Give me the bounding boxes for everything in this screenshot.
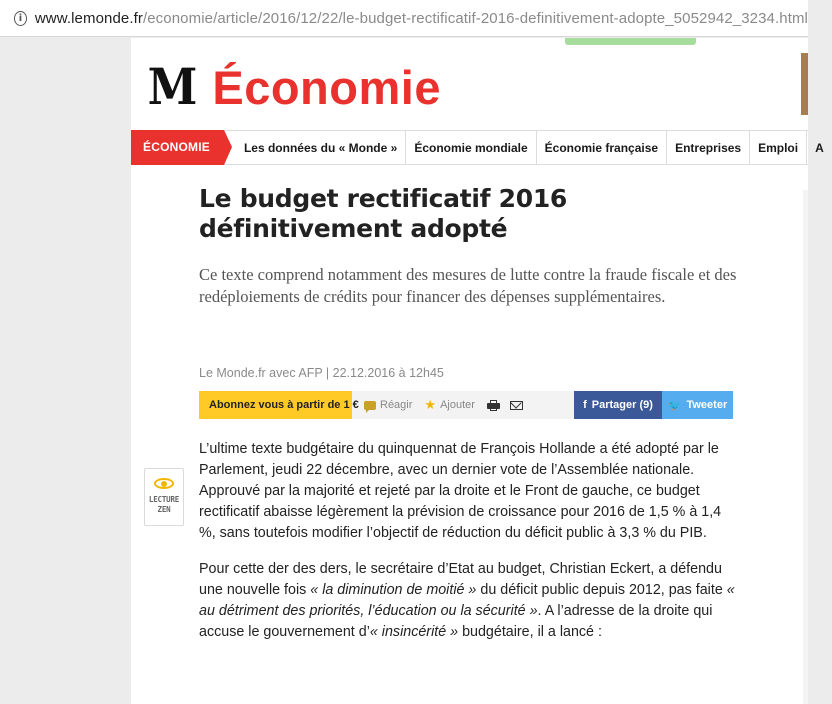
- site-logo[interactable]: [145, 57, 441, 116]
- url-text[interactable]: [35, 10, 808, 27]
- url-domain: www.lemonde.fr: [34, 9, 143, 27]
- page-content: [131, 38, 824, 704]
- print-icon[interactable]: [487, 400, 500, 411]
- url-path: /economie/article/2016/12/22/le-budget-rectificatif-2016-definitivement-adopte_5052942_3234.html: [142, 9, 808, 27]
- nav-item-entreprises[interactable]: Entreprises: [666, 131, 749, 164]
- reading-zen-button[interactable]: [144, 468, 184, 526]
- article-byline: Le Monde.fr avec AFP | 22.12.2016 à 12h45: [199, 366, 444, 380]
- facebook-icon: f: [583, 399, 587, 411]
- nav-item-donnees[interactable]: Les données du « Monde »: [243, 140, 398, 155]
- add-button[interactable]: [424, 397, 475, 413]
- twitter-bird-icon: 🐦: [667, 399, 682, 412]
- browser-address-bar[interactable]: [0, 0, 808, 37]
- nav-item-economie-mondiale[interactable]: Économie mondiale: [405, 131, 535, 164]
- nav-item-economie-francaise[interactable]: Économie française: [536, 131, 666, 164]
- nav-item-emploi[interactable]: Emploi: [749, 131, 806, 164]
- facebook-share-label: Partager (9): [591, 399, 653, 411]
- react-button[interactable]: [364, 399, 412, 411]
- article-paragraph-2: Pour cette der des ders, le secrétaire d’Etat au budget, Christian Eckert, a défendu une nouvelle fois « la diminution de moitié » du déficit public depuis 2012, pas faite « au détriment des priorités, l’éducation ou la sécurité ». A l’adresse de la droite qui accuse le gouvernement d’« insincérité » budgétaire, il a lancé :: [199, 561, 735, 640]
- facebook-share-button[interactable]: [574, 391, 662, 419]
- right-column-edge: [803, 190, 808, 704]
- section-title: Économie: [212, 60, 441, 114]
- article-headline: Le budget rectificatif 2016 définitivement adopté: [199, 184, 568, 243]
- quote-3: « insincérité »: [369, 624, 459, 640]
- zen-label: LECTURE ZEN: [148, 495, 180, 514]
- nav-item-truncated[interactable]: A: [806, 131, 832, 164]
- add-label: Ajouter: [440, 399, 475, 411]
- ad-thumbnail[interactable]: [801, 53, 808, 115]
- subscribe-button[interactable]: Abonnez vous à partir de 1 €: [199, 391, 352, 419]
- tweet-label: Tweeter: [686, 399, 728, 411]
- star-icon: ★: [424, 397, 437, 412]
- notification-tab[interactable]: [565, 38, 696, 45]
- quote-2: « au détriment des priorités, l’éducation ou la sécurité »: [199, 582, 735, 619]
- mail-icon[interactable]: [510, 401, 523, 410]
- info-circle-icon[interactable]: i: [14, 11, 27, 26]
- nav-item-economie[interactable]: ÉCONOMIE: [131, 130, 224, 165]
- article-body: [199, 439, 739, 658]
- le-monde-logo-mark: M: [147, 57, 194, 116]
- comment-icon: [364, 401, 376, 410]
- eye-icon: [154, 478, 174, 489]
- section-nav: [131, 130, 824, 165]
- article-toolbar: [199, 391, 733, 419]
- tweet-button[interactable]: [662, 391, 733, 419]
- react-label: Réagir: [380, 399, 413, 411]
- article-paragraph-1: L’ultime texte budgétaire du quinquennat de François Hollande a été adopté par le Parlement, jeudi 22 décembre, avec un dernier vote de l’Assemblée nationale. Approuvé par la majorité et rejeté par la droite et le Front de gauche, ce budget rectificatif abaisse légèrement la prévision de croissance pour 2016 de 1,5 % à 1,4 %, sans toutefois modifier l’objectif de réduction du déficit public à 3,3 % du PIB.: [199, 441, 722, 541]
- quote-1: « la diminution de moitié »: [310, 582, 477, 598]
- article-lede: Ce texte comprend notamment des mesures de lutte contre la fraude fiscale et des redéploiements de crédits pour financer des dépenses supplémentaires.: [199, 265, 737, 306]
